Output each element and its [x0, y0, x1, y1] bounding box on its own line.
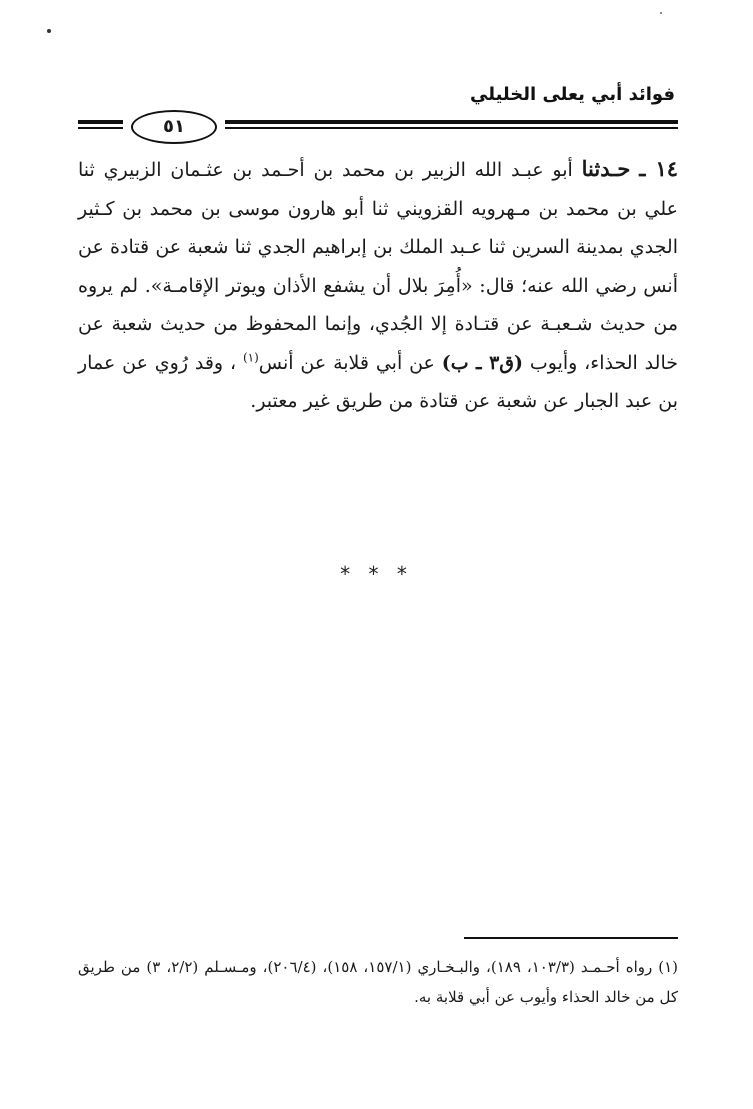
header-rule-thick-right: [225, 120, 678, 124]
footnote-1: (١) رواه أحـمـد (١٠٣/٣، ١٨٩)، والبـخـاري (١٥٧/١، ١٥٨)، (٢٠٦/٤)، ومـسـلم (٢/٢، ٣) من طريق كل من خالد الحذاء وأيوب عن أبي قلابة به.: [78, 958, 679, 1006]
hadith-body: [78, 150, 678, 421]
hadith-text: أبو عبـد الله الزبير بن محمد بن أحـمد بن عثـمان الزبيري ثنا علي بن محمد بن مـهرويه القزويني ثنا أبو هارون موسى بن محمد بن كـثير الجدي بمدينة السرين ثنا عـبد الملك بن إبراهيم الجدي ثنا شعبة عن قتادة عن أنس رضي الله عنه؛ قال: «أُمِرَ بلال أن يشفع الأذان ويوتر الإقامـة». لم يروه من حديث شـعبـة عن قتـادة إلا الجُدي، وإنما المحفوظ من حديث شعبة عن خالد الحذاء، وأيوب: [78, 159, 678, 374]
header-rule-thin-left: [78, 127, 123, 129]
running-header-title: فوائد أبي يعلى الخليلي: [470, 84, 675, 105]
hadith-text: ، وقد رُوي عن عمار بن عبد الجبار عن شعبة عن قتادة من طريق غير معتبر.: [78, 351, 678, 412]
page-number: ٥١: [131, 110, 217, 144]
hadith-text: عن أبي قلابة عن أنس: [258, 351, 442, 374]
footnote-rule: [464, 937, 678, 939]
scan-speck: [660, 12, 662, 14]
footnote-marker[interactable]: (١): [242, 350, 259, 365]
hadith-number: ١٤ ـ: [639, 156, 679, 181]
header-rule-thick-left: [78, 120, 123, 124]
section-separator: * * *: [340, 562, 413, 586]
lead-word: حـدثنا: [581, 156, 631, 181]
scan-speck: [47, 29, 51, 33]
header-rule-thin-right: [225, 127, 678, 129]
manuscript-reference: (ق٣ ـ ب): [441, 351, 524, 374]
